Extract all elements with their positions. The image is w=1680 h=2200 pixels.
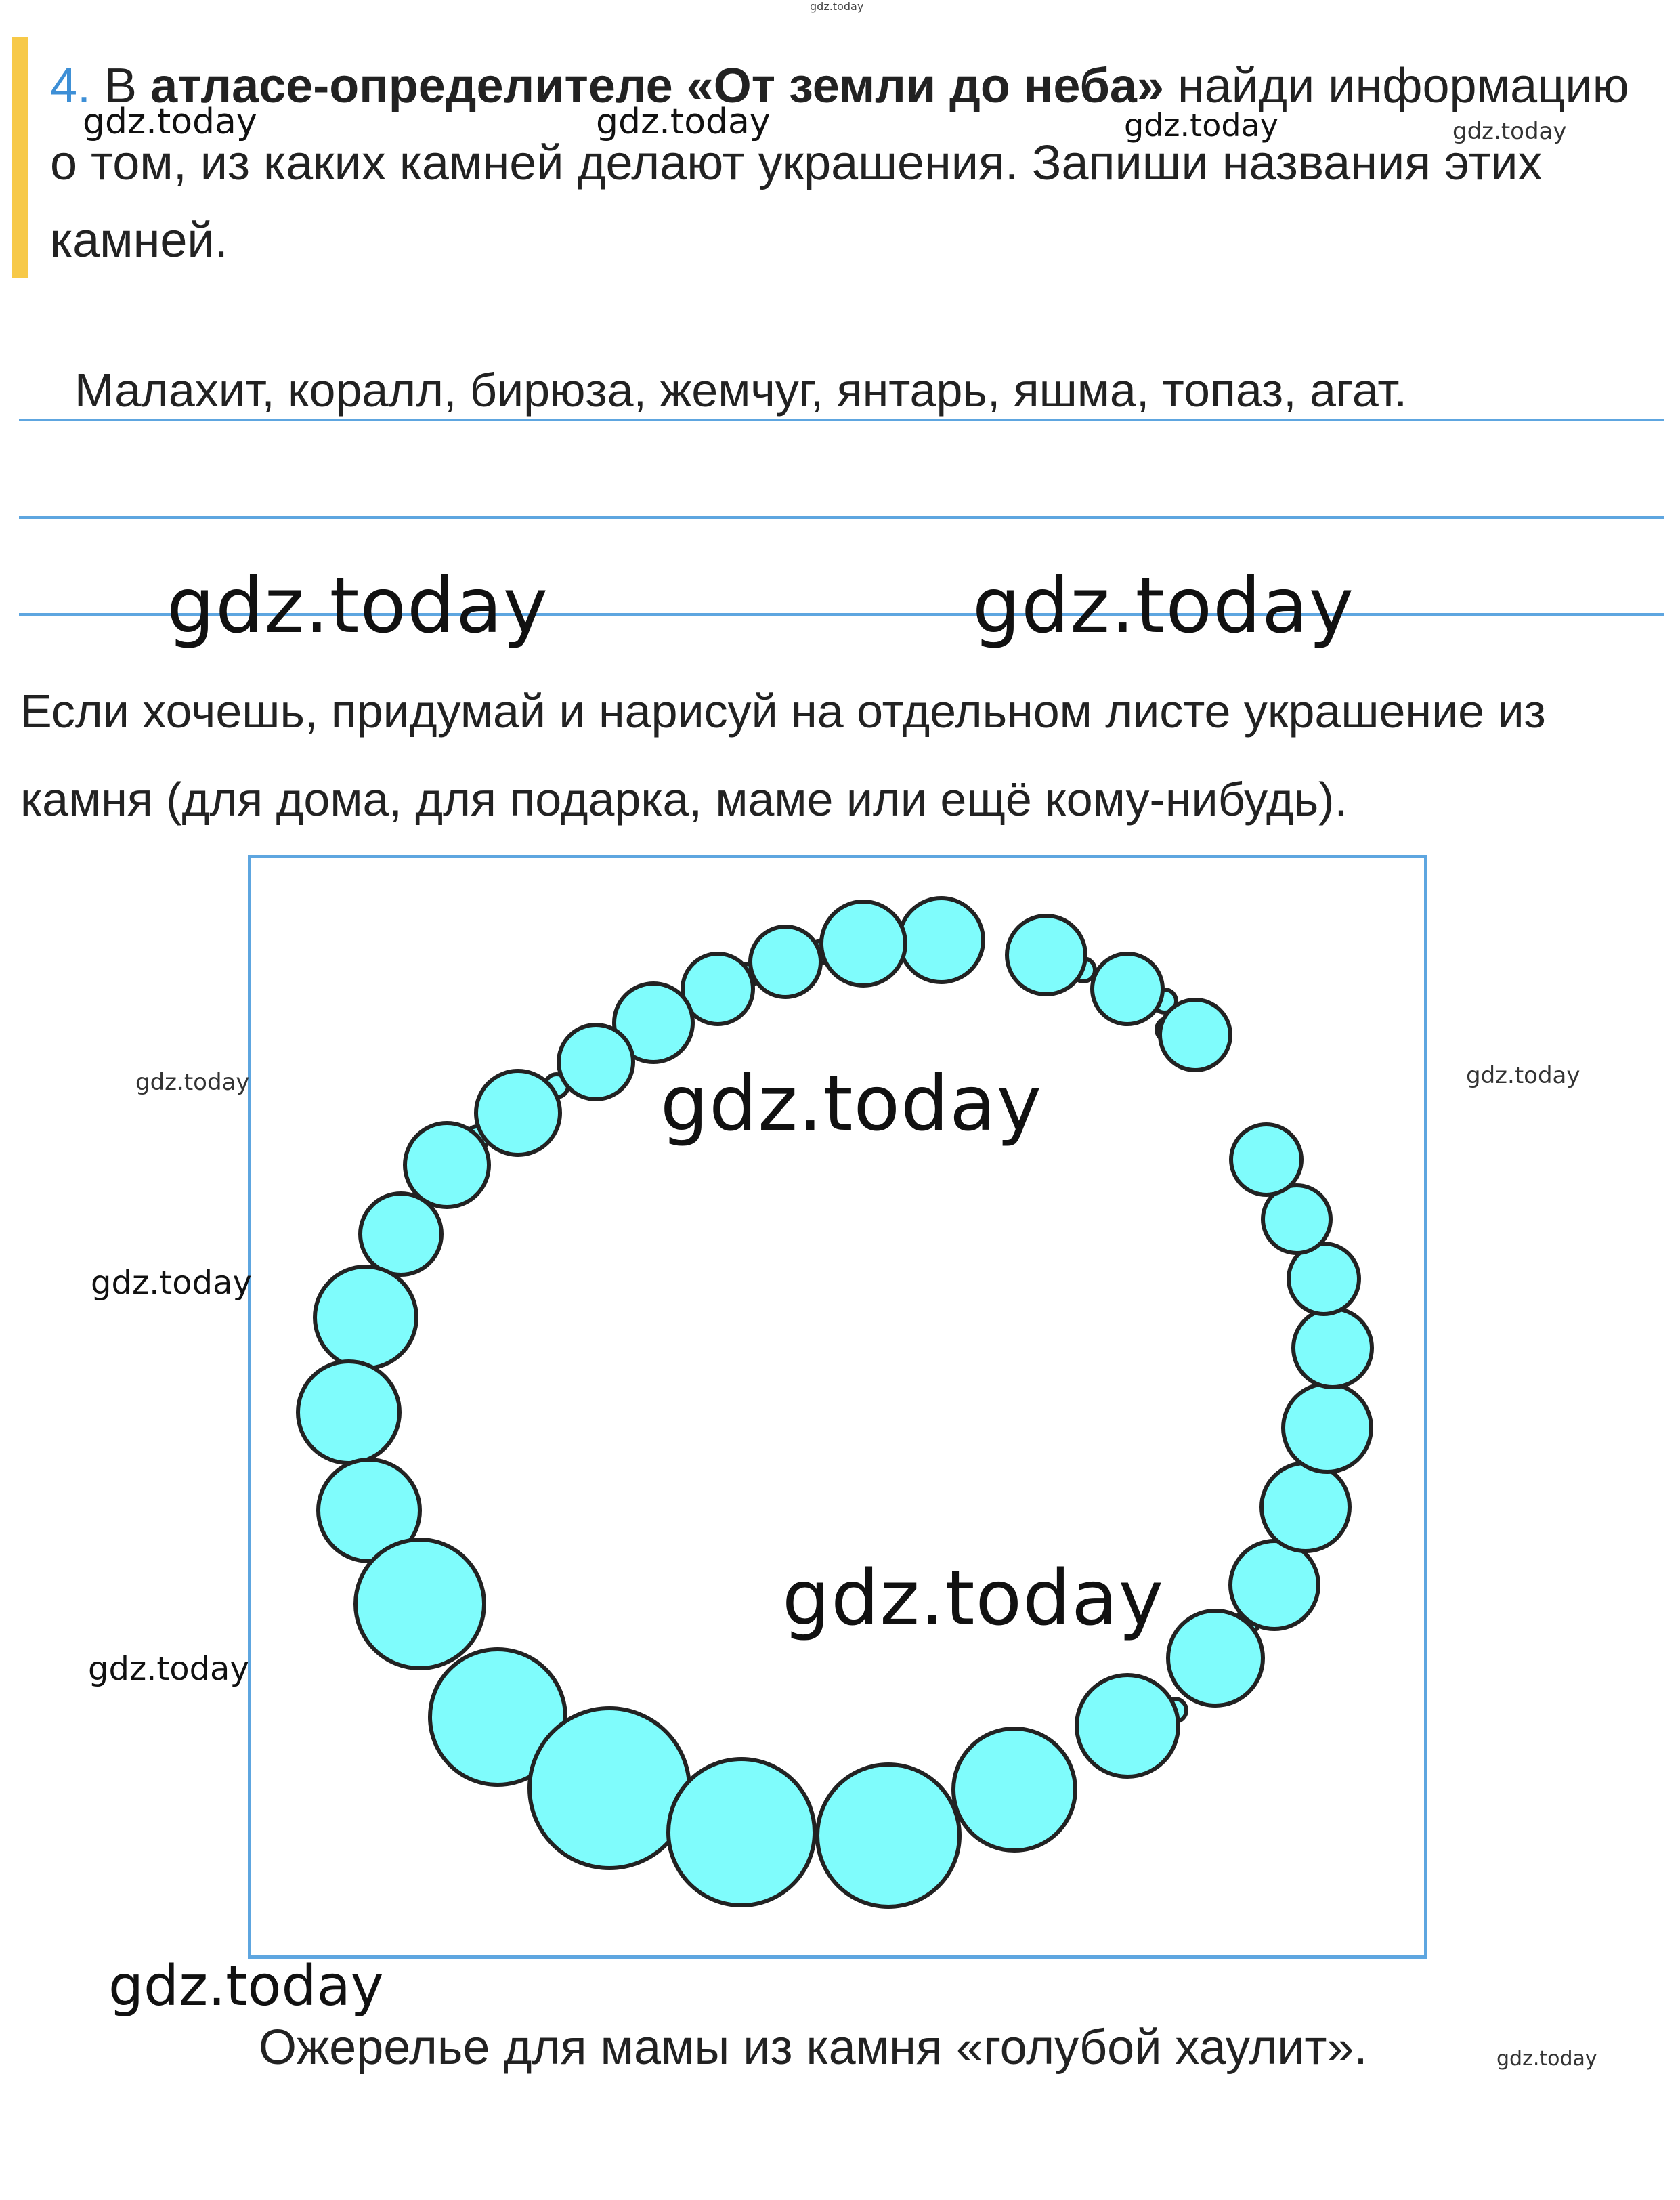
watermark-9: gdz.today (660, 1060, 1043, 1148)
watermark-6: gdz.today (972, 562, 1355, 650)
watermark-11: gdz.today (782, 1554, 1165, 1643)
necklace-bead (1077, 1675, 1178, 1777)
task-intro: В (91, 59, 151, 113)
watermark-5: gdz.today (167, 562, 549, 650)
watermark-10: gdz.today (91, 1264, 252, 1302)
necklace-bead (750, 927, 821, 997)
caption-text: Ожерелье для мамы из камня «голубой хаулит». (259, 2021, 1368, 2075)
necklace-bead (559, 1025, 633, 1099)
watermark-8: gdz.today (1466, 1062, 1580, 1089)
task-number: 4. (50, 59, 91, 113)
necklace-bead (356, 1540, 484, 1668)
watermark-7: gdz.today (135, 1069, 250, 1096)
necklace-bead (817, 1764, 960, 1907)
necklace-bead (1283, 1384, 1371, 1472)
necklace-bead (405, 1123, 489, 1207)
watermark-12: gdz.today (88, 1650, 249, 1688)
necklace-bead (315, 1267, 416, 1368)
watermark-1: gdz.today (83, 102, 257, 142)
necklace-bead (530, 1708, 689, 1868)
necklace-bead (1007, 916, 1085, 994)
necklace-bead (668, 1759, 815, 1905)
necklace-bead (476, 1071, 560, 1155)
necklace-bead (821, 902, 905, 986)
watermark-4: gdz.today (1452, 118, 1567, 145)
necklace-bead (899, 898, 983, 982)
watermark-13: gdz.today (108, 1954, 384, 2018)
extra-task-text: Если хочешь, придумай и нарисуй на отдельном листе украшение из камня (для дома, для подарка, маме или ещё кому-нибудь). (20, 685, 1546, 826)
necklace-bead (1230, 1541, 1318, 1629)
answer-text: Малахит, коралл, бирюза, жемчуг, янтарь, яшма, топаз, агат. (74, 364, 1408, 417)
necklace-bead (953, 1729, 1075, 1850)
necklace-bead (1262, 1463, 1350, 1551)
necklace-bead (1293, 1309, 1372, 1387)
watermark-top: gdz.today (810, 0, 864, 13)
watermark-3: gdz.today (1124, 107, 1278, 144)
necklace-bead (1092, 954, 1163, 1024)
watermark-2: gdz.today (596, 102, 771, 142)
necklace-bead (1160, 1000, 1230, 1070)
necklace-bead (1168, 1611, 1263, 1706)
task-rest: найди информацию о том, из каких камней делают украшения. Запиши названия этих камней. (50, 59, 1629, 268)
task-source: атласе-определителе «От земли до неба» (150, 59, 1164, 113)
watermark-14: gdz.today (1496, 2047, 1597, 2071)
necklace-bead (360, 1193, 441, 1275)
necklace-bead (298, 1361, 400, 1463)
necklace-bead (1231, 1124, 1301, 1195)
